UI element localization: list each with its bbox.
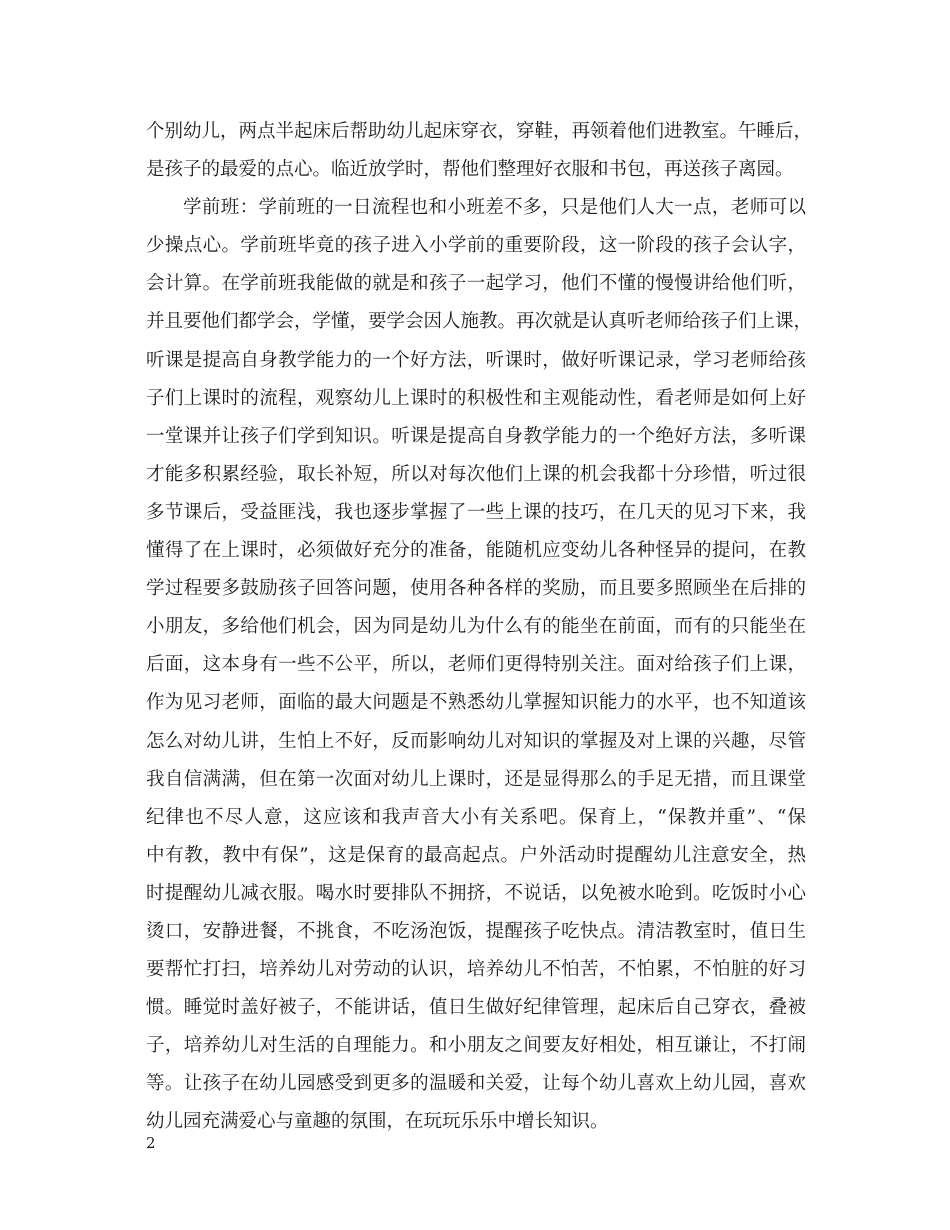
text-line: 听课是提高自身教学能力的一个好方法，听课时，做好听课记录，学习老师给孩 [146,349,806,371]
text-line: 中有教，教中有保”，这是保育的最高起点。户外活动时提醒幼儿注意安全，热 [146,844,806,866]
body-text [146,113,813,1142]
text-line: 学过程要多鼓励孩子回答问题，使用各种各样的奖励，而且要多照顾坐在后排的 [146,578,806,600]
page-number: 2 [146,1134,156,1152]
text-line: 作为见习老师，面临的最大问题是不熟悉幼儿掌握知识能力的水平，也不知道该 [146,692,806,714]
text-line: 才能多积累经验，取长补短，所以对每次他们上课的机会我都十分珍惜，听过很 [146,463,806,485]
text-line: 烫口，安静进餐，不挑食，不吃汤泡饭，提醒孩子吃快点。清洁教室时，值日生 [146,920,806,942]
text-line: 子们上课时的流程，观察幼儿上课时的积极性和主观能动性，看老师是如何上好 [146,387,806,409]
text-line: 子，培养幼儿对生活的自理能力。和小朋友之间要友好相处，相互谦让，不打闹 [146,1035,806,1057]
text-line: 惯。睡觉时盖好被子，不能讲话，值日生做好纪律管理，起床后自己穿衣，叠被 [146,997,806,1019]
text-line: 我自信满满，但在第一次面对幼儿上课时，还是显得那么的手足无措，而且课堂 [146,768,806,790]
text-line: 少操点心。学前班毕竟的孩子进入小学前的重要阶段，这一阶段的孩子会认字， [146,235,806,257]
text-line: 幼儿园充满爱心与童趣的氛围，在玩玩乐乐中增长知识。 [146,1111,609,1133]
text-line: 一堂课并让孩子们学到知识。听课是提高自身教学能力的一个绝好方法，多听课 [146,425,806,447]
text-line: 是孩子的最爱的点心。临近放学时，帮他们整理好衣服和书包，再送孩子离园。 [146,159,794,181]
text-line: 怎么对幼儿讲，生怕上不好，反而影响幼儿对知识的掌握及对上课的兴趣，尽管 [146,730,806,752]
text-line: 多节课后，受益匪浅，我也逐步掌握了一些上课的技巧，在几天的见习下来，我 [146,501,806,523]
text-line: 个别幼儿，两点半起床后帮助幼儿起床穿衣，穿鞋，再领着他们进教室。午睡后， [146,121,813,142]
text-line: 后面，这本身有一些不公平，所以，老师们更得特别关注。面对给孩子们上课， [146,654,806,676]
text-line: 等。让孩子在幼儿园感受到更多的温暖和关爱，让每个幼儿喜欢上幼儿园，喜欢 [146,1073,806,1095]
text-line: 要帮忙打扫，培养幼儿对劳动的认识，培养幼儿不怕苦，不怕累，不怕脏的好习 [146,959,806,981]
text-line: 小朋友，多给他们机会，因为同是幼儿为什么有的能坐在前面，而有的只能坐在 [146,616,806,638]
text-line: 并且要他们都学会，学懂，要学会因人施教。再次就是认真听老师给孩子们上课， [146,311,813,333]
text-line: 会计算。在学前班我能做的就是和孩子一起学习，他们不懂的慢慢讲给他们听， [146,273,806,295]
text-line: 懂得了在上课时，必须做好充分的准备，能随机应变幼儿各种怪异的提问，在教 [146,540,806,562]
text-line: 时提醒幼儿减衣服。喝水时要排队不拥挤，不说话，以免被水呛到。吃饭时小心 [146,882,806,904]
text-line: 学前班：学前班的一日流程也和小班差不多，只是他们人大一点，老师可以 [183,197,806,219]
text-line: 纪律也不尽人意，这应该和我声音大小有关系吧。保育上，“保教并重”、“保 [146,806,806,828]
